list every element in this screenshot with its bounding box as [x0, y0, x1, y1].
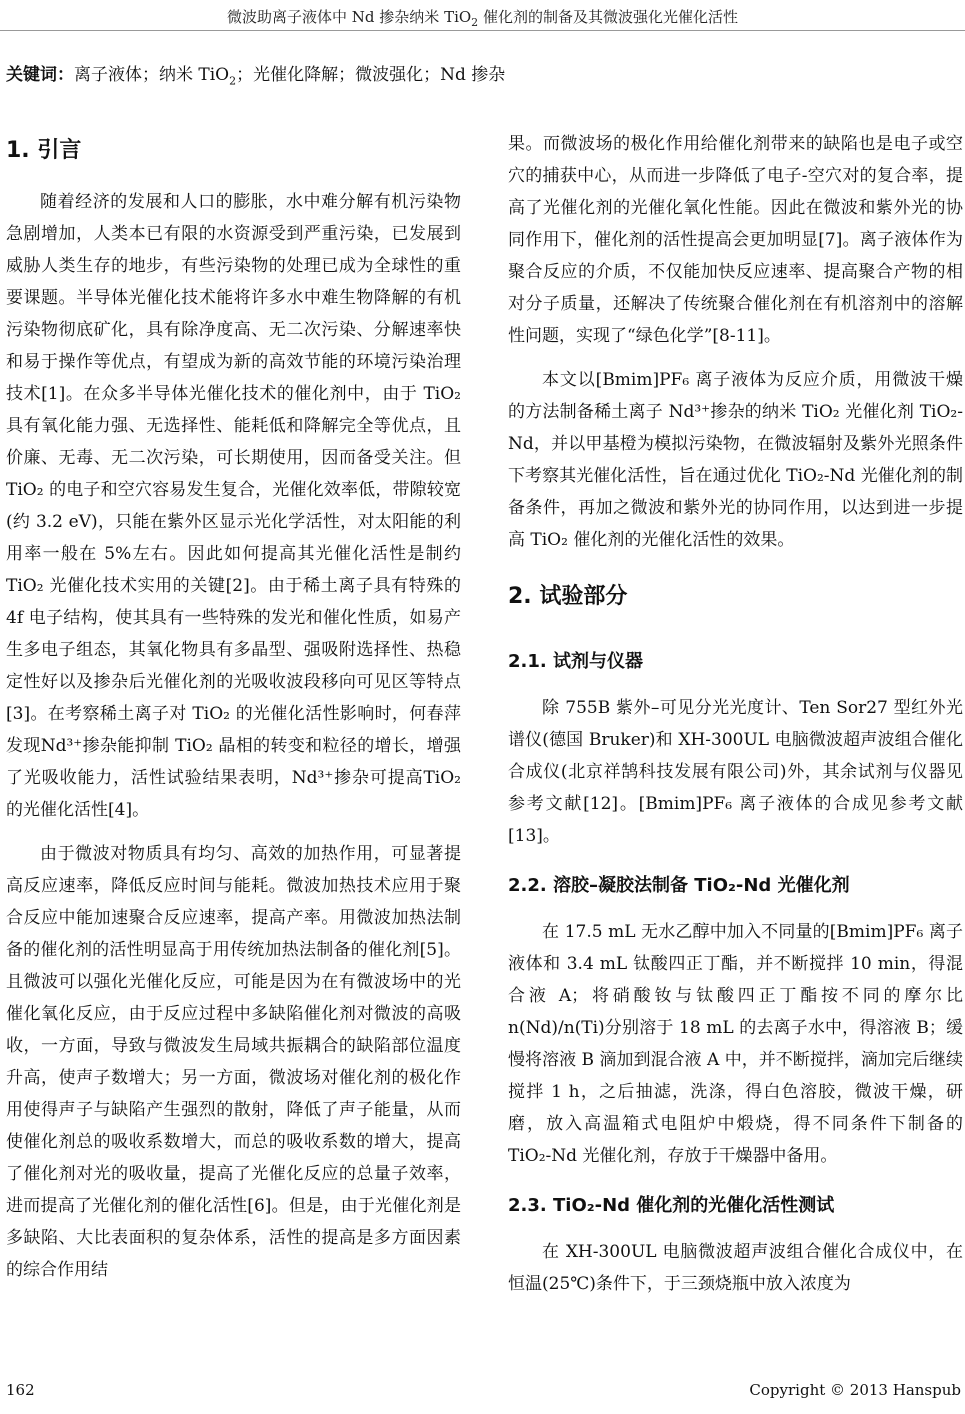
paragraph-reagents: 除 755B 紫外–可见分光光度计、Ten Sor27 型红外光谱仪(德国 Bruker)和 XH-300UL 电脑微波超声波组合催化合成仪(北京祥鹄科技发展有限公司)外，其余试剂与仪器见参考文献[12]。[Bmim]PF₆ 离子液体的合成见参考文献[13]。 [508, 698, 963, 846]
running-header: 微波助离子液体中 Nd 掺杂纳米 TiO$_2$ 催化剂的制备及其微波强化光催化活性 [227, 8, 738, 29]
paragraph-intro-2: 由于微波对物质具有均匀、高效的加热作用，可显著提高反应速率，降低反应时间与能耗。微波加热技术应用于聚合反应中能加速聚合反应速率，提高产率。用微波加热法制备的催化剂的活性明显高于用传统加热法制备的催化剂[5]。且微波可以强化光催化反应，可能是因为在有微波场中的光催化氧化反应，由于反应过程中多缺陷催化剂对微波的高吸收，一方面，导致与微波发生局域共振耦合的缺陷部位温度升高，使声子数增大；另一方面，微波场对催化剂的极化作用使得声子与缺陷产生强烈的散射，降低了声子能量，从而使催化剂总的吸收系数增大，而总的吸收系数的增大，提高了催化剂对光的吸收量，提高了光催化反应的总量子效率，进而提高了光催化剂的催化活性[6]。但是，由于光催化剂是多缺陷、大比表面积的复杂体系，活性的提高是多方面因素的综合作用结 [6, 844, 461, 1280]
header-divider [0, 30, 965, 31]
section-heading-experiment: 2. 试验部分 [508, 584, 628, 609]
keywords-label: 关键词： [6, 65, 74, 85]
subsection-heading-sol-gel: 2.2. 溶胶–凝胶法制备 TiO₂-Nd 光催化剂 [508, 875, 850, 896]
paragraph-activity-test: 在 XH-300UL 电脑微波超声波组合催化合成仪中，在恒温(25℃)条件下，于三颈烧瓶中放入浓度为 [508, 1242, 963, 1294]
paragraph-sol-gel: 在 17.5 mL 无水乙醇中加入不同量的[Bmim]PF₆ 离子液体和 3.4 mL 钛酸四正丁酯，并不断搅拌 10 min，得混合液 A；将硝酸钕与钛酸四正丁酯按不同的摩尔比 n(Nd)/n(Ti)分别溶于 18 mL 的去离子水中，得溶液 B；缓慢将溶液 B 滴加到混合液 A 中，并不断搅拌，滴加完后继续搅拌 1 h，之后抽滤，洗涤，得白色溶胶，微波干燥，研磨，放入高温箱式电阻炉中煅烧，得不同条件下制备的 TiO₂-Nd 光催化剂，存放于干燥器中备用。 [508, 922, 963, 1166]
subsection-heading-activity-test: 2.3. TiO₂-Nd 催化剂的光催化活性测试 [508, 1195, 835, 1216]
keywords-line: 关键词：离子液体；纳米 TiO$_2$；光催化降解；微波强化；Nd 掺杂 [6, 65, 506, 88]
left-column [6, 128, 461, 1286]
page-number: 162 [6, 1381, 35, 1399]
paragraph-intro-3: 本文以[Bmim]PF₆ 离子液体为反应介质，用微波干燥的方法制备稀土离子 Nd³⁺掺杂的纳米 TiO₂ 光催化剂 TiO₂-Nd，并以甲基橙为模拟污染物，在微波辐射及紫外光照条件下考察其光催化活性，旨在通过优化 TiO₂-Nd 光催化剂的制备条件，再加之微波和紫外光的协同作用，以达到进一步提高 TiO₂ 催化剂的光催化活性的效果。 [508, 370, 963, 550]
right-column [508, 128, 963, 1300]
section-heading-introduction: 1. 引言 [6, 138, 82, 163]
paragraph-intro-1: 随着经济的发展和人口的膨胀，水中难分解有机污染物急剧增加，人类本已有限的水资源受到严重污染，已发展到威胁人类生存的地步，有些污染物的处理已成为全球性的重要课题。半导体光催化技术能将许多水中难生物降解的有机污染物彻底矿化，具有除净度高、无二次污染、分解速率快和易于操作等优点，有望成为新的高效节能的环境污染治理技术[1]。在众多半导体光催化技术的催化剂中，由于 TiO₂ 具有氧化能力强、无选择性、能耗低和降解完全等优点，且价廉、无毒、无二次污染，可长期使用，因而备受关注。但 TiO₂ 的电子和空穴容易发生复合，光催化效率低，带隙较宽(约 3.2 eV)，只能在紫外区显示光化学活性，对太阳能的利用率一般在 5%左右。因此如何提高其光催化活性是制约 TiO₂ 光催化技术实用的关键[2]。由于稀土离子具有特殊的 4f 电子结构，使其具有一些特殊的发光和催化性质，如易产生多电子组态，其氧化物具有多晶型、强吸附选择性、热稳定性好以及掺杂后光催化剂的光吸收波段移向可见区等特点[3]。在考察稀土离子对 TiO₂ 的光催化活性影响时，何春萍发现Nd³⁺掺杂能抑制 TiO₂ 晶相的转变和粒径的增长，增强了光吸收能力，活性试验结果表明，Nd³⁺掺杂可提高TiO₂ 的光催化活性[4]。 [6, 192, 461, 820]
paragraph-intro-2-cont: 果。而微波场的极化作用给催化剂带来的缺陷也是电子或空穴的捕获中心，从而进一步降低了电子-空穴对的复合率，提高了光催化剂的光催化氧化性能。因此在微波和紫外光的协同作用下，催化剂的活性提高会更加明显[7]。离子液体作为聚合反应的介质，不仅能加快反应速率、提高聚合产物的相对分子质量，还解决了传统聚合催化剂在有机溶剂中的溶解性问题，实现了“绿色化学”[8-11]。 [508, 134, 963, 346]
subsection-heading-reagents: 2.1. 试剂与仪器 [508, 651, 643, 672]
copyright-notice: Copyright © 2013 Hanspub [749, 1381, 961, 1399]
